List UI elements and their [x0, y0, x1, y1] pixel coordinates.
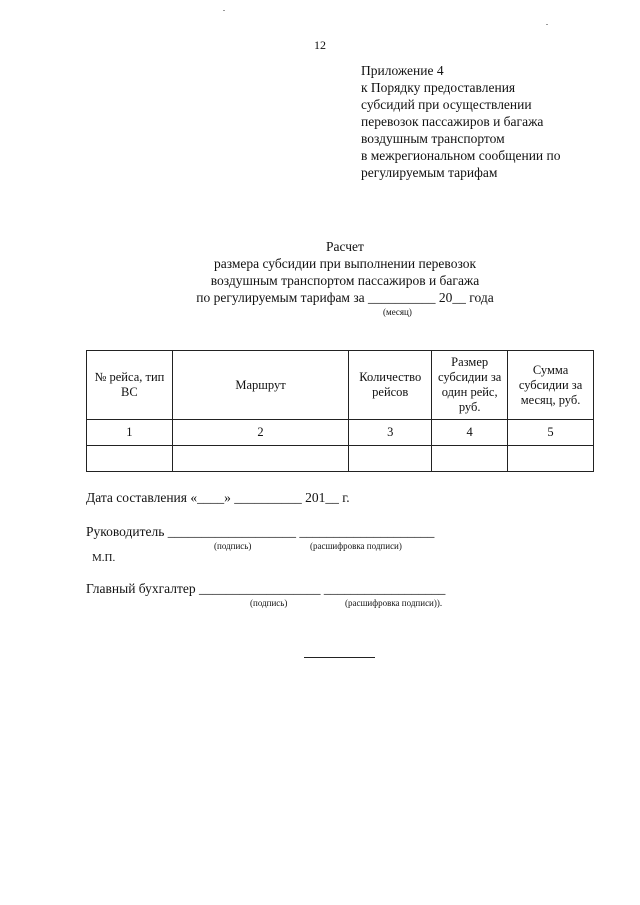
table-cell	[87, 446, 173, 472]
document-title	[0, 238, 640, 306]
table-header-row	[87, 351, 594, 420]
scan-speck	[546, 24, 548, 25]
title-line: по регулируемым тарифам за __________ 20__ года	[196, 290, 494, 305]
title-line: размера субсидии при выполнении перевозок	[213, 256, 477, 271]
table-cell	[172, 446, 348, 472]
table-cell	[508, 446, 594, 472]
title-line: воздушным транспортом пассажиров и багажа	[210, 273, 480, 288]
month-hint-caption: (месяц)	[383, 307, 412, 317]
column-header-route: Маршрут	[172, 351, 348, 420]
table-cell	[432, 446, 508, 472]
column-header-subsidy-per-flight: Размер субсидии за один рейс, руб.	[432, 351, 508, 420]
appendix-note	[361, 62, 561, 181]
accountant-signature-line: Главный бухгалтер __________________ __________________	[86, 581, 446, 596]
appendix-line: перевозок пассажиров и багажа	[361, 114, 544, 129]
table-cell	[349, 446, 432, 472]
column-number: 2	[172, 420, 348, 446]
scan-speck	[223, 10, 225, 11]
appendix-line: регулируемым тарифам	[361, 165, 498, 180]
closing-rule	[304, 657, 375, 658]
title-line: Расчет	[326, 239, 364, 254]
calculation-table	[86, 350, 594, 472]
appendix-line: воздушным транспортом	[361, 131, 505, 146]
stamp-label: М.П.	[92, 552, 116, 564]
director-decoding-caption: (расшифровка подписи)	[310, 541, 402, 551]
column-number: 5	[508, 420, 594, 446]
column-header-subsidy-per-month: Сумма субсидии за месяц, руб.	[508, 351, 594, 420]
appendix-line: в межрегиональном сообщении по	[361, 148, 561, 163]
page-number: 12	[314, 38, 326, 52]
column-number: 4	[432, 420, 508, 446]
accountant-decoding-caption: (расшифровка подписи)).	[345, 598, 443, 608]
director-signature-caption: (подпись)	[214, 541, 252, 551]
appendix-line: к Порядку предоставления	[361, 80, 516, 95]
column-number: 1	[87, 420, 173, 446]
column-number: 3	[349, 420, 432, 446]
column-header-flight-count: Количество рейсов	[349, 351, 432, 420]
accountant-signature-caption: (подпись)	[250, 598, 288, 608]
date-line: Дата составления «____» __________ 201__ г.	[86, 490, 350, 505]
column-header-flight: № рейса, тип ВС	[87, 351, 173, 420]
appendix-line: субсидий при осуществлении	[361, 97, 532, 112]
table-row	[87, 446, 594, 472]
appendix-line: Приложение 4	[361, 63, 444, 78]
director-signature-line: Руководитель ___________________ ____________________	[86, 524, 435, 539]
table-row	[87, 420, 594, 446]
